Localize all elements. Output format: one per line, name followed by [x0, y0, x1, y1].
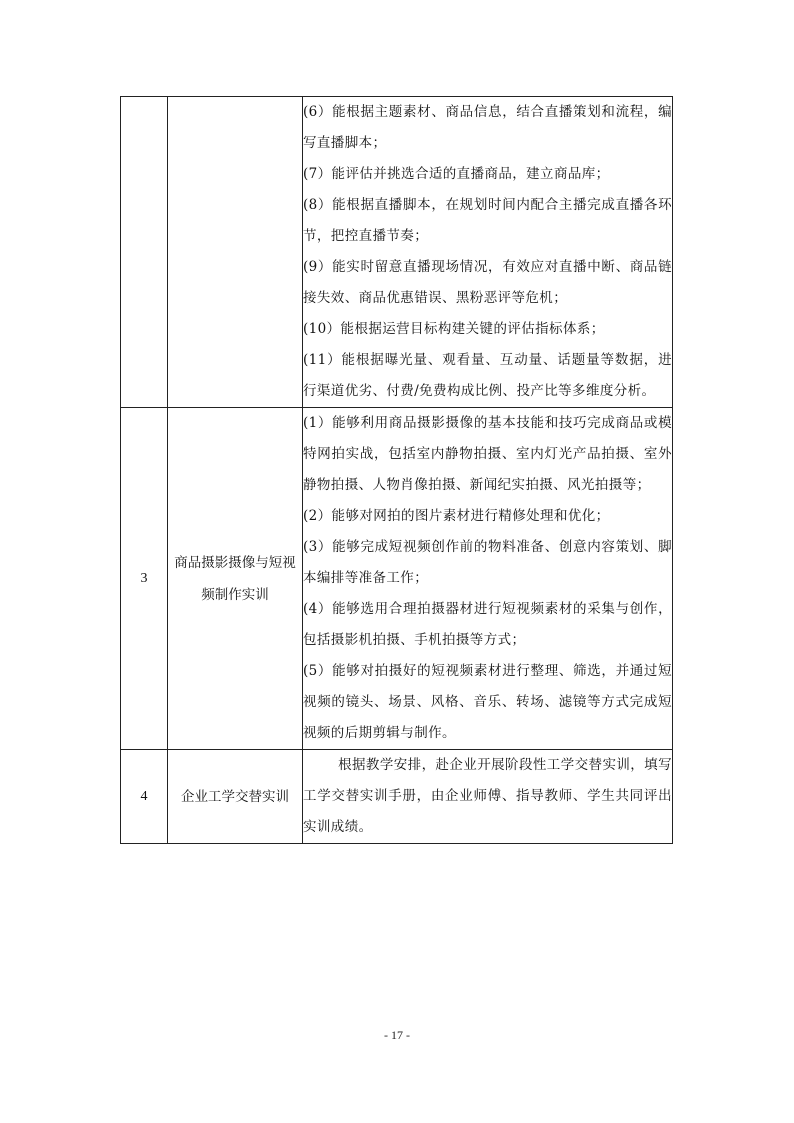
- content-item: (4）能够选用合理拍摄器材进行短视频素材的采集与创作，包括摄影机拍摄、手机拍摄等方式；: [303, 601, 672, 648]
- content-item: (1）能够利用商品摄影摄像的基本技能和技巧完成商品或模特网拍实战，包括室内静物拍摄、室内灯光产品拍摄、室外静物拍摄、人物肖像拍摄、新闻纪实拍摄、风光拍摄等；: [303, 415, 672, 493]
- row-number-cell: [121, 97, 168, 408]
- page-number: - 17 -: [384, 1028, 410, 1042]
- content-item: (6）能根据主题素材、商品信息，结合直播策划和流程，编写直播脚本；: [303, 104, 672, 151]
- content-item: (7）能评估并挑选合适的直播商品，建立商品库；: [303, 166, 610, 182]
- content-item: (10）能根据运营目标构建关键的评估指标体系；: [303, 321, 605, 337]
- content-item: (3）能够完成短视频创作前的物料准备、创意内容策划、脚本编排等准备工作；: [303, 539, 672, 586]
- course-name-cell: [168, 97, 303, 408]
- table-row: [121, 408, 673, 750]
- content-item: (2）能够对网拍的图片素材进行精修处理和优化；: [303, 508, 610, 524]
- table-row: [121, 97, 673, 408]
- course-content-cell: [303, 408, 673, 750]
- row-number-cell: 4: [121, 750, 168, 844]
- course-content-cell: [303, 750, 673, 844]
- content-item: (9）能实时留意直播现场情况，有效应对直播中断、商品链接失效、商品优惠错误、黑粉恶评等危机；: [303, 259, 672, 306]
- row-number-cell: 3: [121, 408, 168, 750]
- course-name-cell: 企业工学交替实训: [168, 750, 303, 844]
- table-row: [121, 750, 673, 844]
- course-name-cell: 商品摄影摄像与短视频制作实训: [168, 408, 303, 750]
- content-item: (8）能根据直播脚本，在规划时间内配合主播完成直播各环节，把控直播节奏；: [303, 197, 672, 244]
- content-item: (11）能根据曝光量、观看量、互动量、话题量等数据，进行渠道优劣、付费/免费构成比例、投产比等多维度分析。: [303, 352, 672, 399]
- content-item: (5）能够对拍摄好的短视频素材进行整理、筛选，并通过短视频的镜头、场景、风格、音乐、转场、滤镜等方式完成短视频的后期剪辑与制作。: [303, 663, 672, 741]
- training-content-table: [120, 96, 673, 844]
- content-item: 根据教学安排，赴企业开展阶段性工学交替实训，填写工学交替实训手册，由企业师傅、指导教师、学生共同评出实训成绩。: [303, 757, 672, 835]
- course-content-cell: [303, 97, 673, 408]
